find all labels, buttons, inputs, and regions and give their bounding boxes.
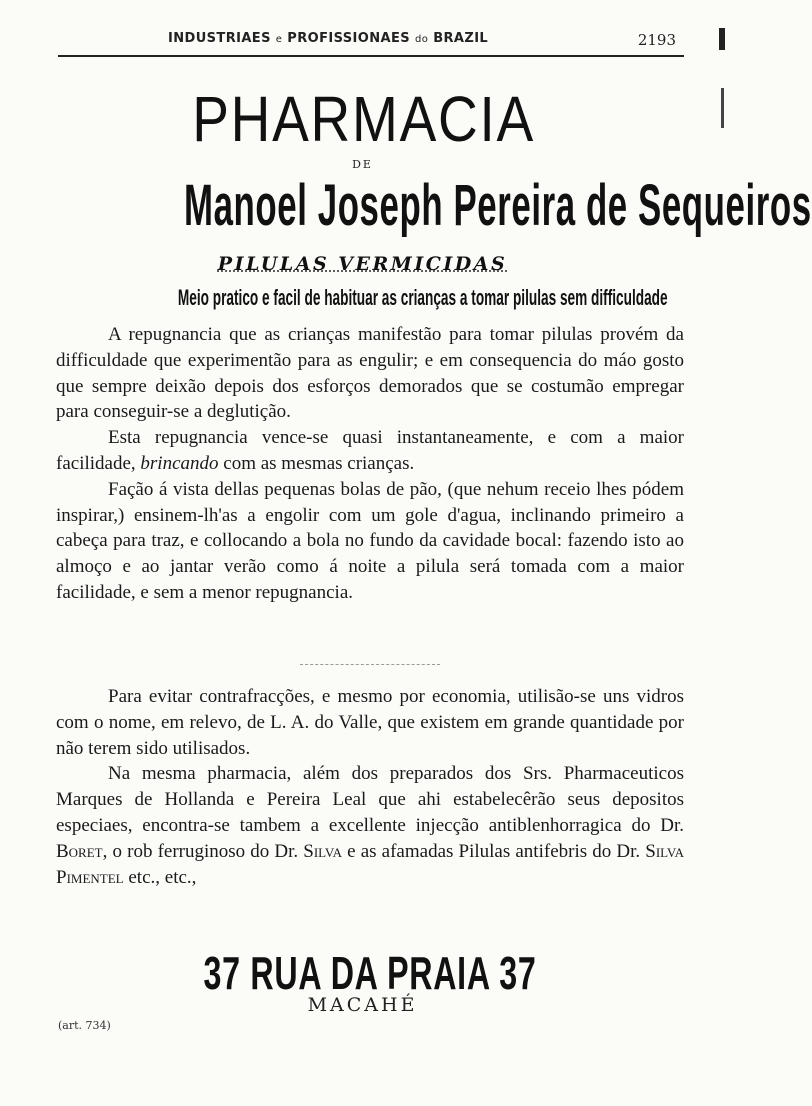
running-title-word: INDUSTRIAES (168, 31, 271, 46)
street-address: 37 RUA DA PRAIA 37 (203, 947, 537, 999)
paragraph-2-emphasis: brincando (140, 452, 219, 474)
running-title-word: PROFISSIONAES (287, 31, 411, 46)
city-name: MACAHÉ (307, 994, 418, 1016)
page-number: 2193 (637, 31, 676, 49)
page-edge-mark (719, 28, 725, 138)
running-title-word: BRAZIL (433, 31, 489, 46)
product-subtitle: Meio pratico e facil de habituar as crianças a tomar pilulas sem difficuldade (177, 285, 668, 310)
product-heading: PILULAS VERMICIDAS (217, 253, 508, 275)
paragraph-5-text: e as afamadas Pilulas antifebris do Dr. (347, 840, 641, 862)
pharmacy-title: PHARMACIA (192, 83, 535, 155)
running-head (58, 28, 678, 52)
paragraph-2 (56, 425, 684, 477)
paragraph-2-text-end: com as mesmas crianças. (223, 452, 415, 474)
paragraph-2-text: Esta repugnancia vence-se quasi instantaneamente, e com a maior facilidade, (56, 427, 684, 474)
paragraph-4: Para evitar contrafracções, e mesmo por economia, utilisão-se uns vidros com o nome, em relevo, de L. A. do Valle, que existem em grande quantidade por não terem sido utilisados. (56, 686, 684, 759)
paragraph-3: Fação á vista dellas pequenas bolas de pão, (que nehum receio lhes pódem inspirar,) ensinem-lh'as a engolir com um gole d'agua, inclinando primeiro a cabeça para traz, e collocando a bola no fundo da cavidade bocal: fazendo isto ao almoço e ao jantar verão como á noite a pilula será tomada com a maior facilidade, e sem a menor repugnancia. (56, 478, 684, 603)
body-block-1 (56, 322, 684, 606)
paragraph-5 (56, 761, 684, 890)
proprietor-name: Manoel Joseph Pereira de Sequeiros (184, 173, 812, 238)
doctor-name: Silva (303, 840, 343, 862)
doctor-name: Silva Pimentel (56, 840, 684, 888)
paragraph-5-text: , o rob ferruginoso do Dr. (102, 840, 299, 862)
paragraph-5-text: Na mesma pharmacia, além dos preparados dos Srs. Pharmaceuticos Marques de Hollanda e Pereira Leal que ahi estabelecêrão seus depositos especiaes, encontra-se tambem a excellente injecção antiblenhorragica do Dr. (56, 763, 684, 836)
running-title-word: e (275, 34, 283, 45)
paragraph-5-text: etc., etc., (128, 866, 197, 888)
header-rule (58, 55, 684, 57)
running-title (168, 31, 488, 46)
section-divider (300, 664, 440, 665)
paragraph-1: A repugnancia que as crianças manifestão para tomar pilulas provém da difficuldade que experimentão para as engulir; e em consequencia do máo gosto que sempre deixão depois dos esforços demorados que se costumão empregar para conseguir-se a deglutição. (56, 324, 684, 423)
running-title-word: do (414, 34, 429, 45)
article-reference: (art. 734) (58, 1019, 111, 1032)
doctor-name: Boret (56, 840, 103, 862)
body-block-2 (56, 684, 684, 890)
title-connector: DE (352, 158, 373, 171)
